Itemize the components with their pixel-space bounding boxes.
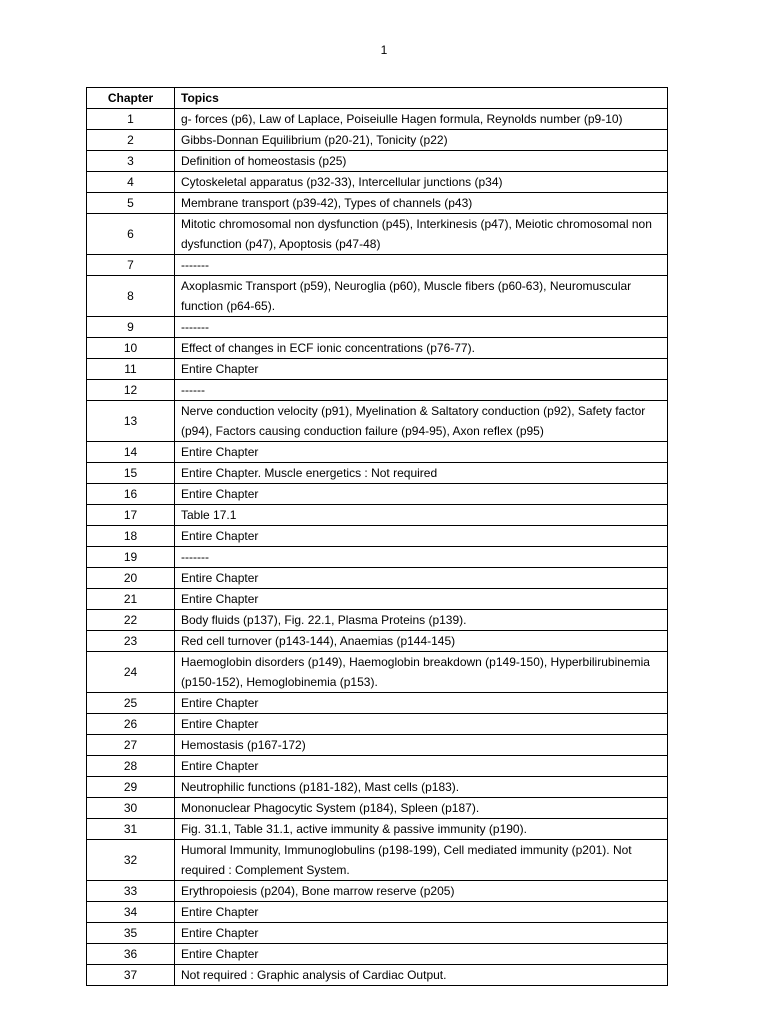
table-row (87, 693, 668, 714)
topics-cell: Not required : Graphic analysis of Cardiac Output. (175, 965, 668, 986)
topics-cell: Entire Chapter. Muscle energetics : Not required (175, 463, 668, 484)
topics-cell: ------- (175, 547, 668, 568)
table-row (87, 463, 668, 484)
topics-cell: Hemostasis (p167-172) (175, 735, 668, 756)
table-row (87, 380, 668, 401)
chapter-number-cell: 31 (87, 819, 175, 840)
table-row (87, 193, 668, 214)
chapter-number-cell: 26 (87, 714, 175, 735)
table-row (87, 505, 668, 526)
chapter-number-cell: 10 (87, 338, 175, 359)
topics-cell: Nerve conduction velocity (p91), Myelination & Saltatory conduction (p92), Safety factor (p94), Factors causing conduction failure (p94-95), Axon reflex (p95) (175, 401, 668, 442)
table-row (87, 151, 668, 172)
topics-cell: Entire Chapter (175, 526, 668, 547)
table-row (87, 338, 668, 359)
topics-cell: Table 17.1 (175, 505, 668, 526)
chapter-number-cell: 16 (87, 484, 175, 505)
chapter-number-cell: 17 (87, 505, 175, 526)
chapter-number-cell: 14 (87, 442, 175, 463)
chapter-number-cell: 33 (87, 881, 175, 902)
topics-cell: Entire Chapter (175, 944, 668, 965)
chapter-number-cell: 30 (87, 798, 175, 819)
chapter-number-cell: 15 (87, 463, 175, 484)
table-row (87, 840, 668, 881)
table-row (87, 214, 668, 255)
topics-cell: Entire Chapter (175, 359, 668, 380)
topics-cell: Entire Chapter (175, 714, 668, 735)
table-row (87, 735, 668, 756)
topics-cell: Entire Chapter (175, 923, 668, 944)
table-row (87, 756, 668, 777)
topics-cell: Haemoglobin disorders (p149), Haemoglobin breakdown (p149-150), Hyperbilirubinemia (p150-152), Hemoglobinemia (p153). (175, 652, 668, 693)
table-row (87, 130, 668, 151)
topics-cell: Entire Chapter (175, 484, 668, 505)
syllabus-table (86, 87, 668, 986)
table-row (87, 819, 668, 840)
chapter-number-cell: 37 (87, 965, 175, 986)
chapter-number-cell: 32 (87, 840, 175, 881)
chapter-number-cell: 7 (87, 255, 175, 276)
table-row (87, 944, 668, 965)
table-row (87, 547, 668, 568)
table-row (87, 526, 668, 547)
topics-cell: Cytoskeletal apparatus (p32-33), Intercellular junctions (p34) (175, 172, 668, 193)
table-row (87, 359, 668, 380)
topics-cell: ------ (175, 380, 668, 401)
table-row (87, 276, 668, 317)
chapter-number-cell: 8 (87, 276, 175, 317)
chapter-number-cell: 6 (87, 214, 175, 255)
topics-cell: Erythropoiesis (p204), Bone marrow reserve (p205) (175, 881, 668, 902)
table-row (87, 631, 668, 652)
chapter-number-cell: 1 (87, 109, 175, 130)
table-header-row (87, 88, 668, 109)
topics-cell: ------- (175, 255, 668, 276)
table-row (87, 881, 668, 902)
chapter-number-cell: 20 (87, 568, 175, 589)
chapter-number-cell: 24 (87, 652, 175, 693)
topics-cell: Humoral Immunity, Immunoglobulins (p198-199), Cell mediated immunity (p201). Not required : Complement System. (175, 840, 668, 881)
chapter-number-cell: 27 (87, 735, 175, 756)
table-row (87, 172, 668, 193)
chapter-number-cell: 28 (87, 756, 175, 777)
chapter-number-cell: 2 (87, 130, 175, 151)
topics-cell: Entire Chapter (175, 902, 668, 923)
chapter-number-cell: 34 (87, 902, 175, 923)
table-row (87, 442, 668, 463)
topics-cell: Mitotic chromosomal non dysfunction (p45), Interkinesis (p47), Meiotic chromosomal non dysfunction (p47), Apoptosis (p47-48) (175, 214, 668, 255)
table-row (87, 109, 668, 130)
table-row (87, 255, 668, 276)
topics-cell: Membrane transport (p39-42), Types of channels (p43) (175, 193, 668, 214)
chapter-number-cell: 12 (87, 380, 175, 401)
topics-cell: Entire Chapter (175, 756, 668, 777)
topics-cell: g- forces (p6), Law of Laplace, Poiseiulle Hagen formula, Reynolds number (p9-10) (175, 109, 668, 130)
chapter-number-cell: 9 (87, 317, 175, 338)
table-row (87, 923, 668, 944)
table-row (87, 610, 668, 631)
table-row (87, 401, 668, 442)
table-row (87, 798, 668, 819)
table-row (87, 568, 668, 589)
topics-cell: Neutrophilic functions (p181-182), Mast cells (p183). (175, 777, 668, 798)
topics-cell: Effect of changes in ECF ionic concentrations (p76-77). (175, 338, 668, 359)
topics-cell: ------- (175, 317, 668, 338)
table-row (87, 965, 668, 986)
topics-cell: Entire Chapter (175, 589, 668, 610)
chapter-number-cell: 35 (87, 923, 175, 944)
table-row (87, 777, 668, 798)
chapter-column-header: Chapter (87, 88, 175, 109)
chapter-number-cell: 21 (87, 589, 175, 610)
table-row (87, 652, 668, 693)
table-row (87, 317, 668, 338)
chapter-number-cell: 36 (87, 944, 175, 965)
topics-cell: Fig. 31.1, Table 31.1, active immunity & passive immunity (p190). (175, 819, 668, 840)
chapter-number-cell: 25 (87, 693, 175, 714)
chapter-number-cell: 13 (87, 401, 175, 442)
table-row (87, 902, 668, 923)
table-body (87, 109, 668, 986)
table-row (87, 714, 668, 735)
table-row (87, 589, 668, 610)
topics-cell: Red cell turnover (p143-144), Anaemias (p144-145) (175, 631, 668, 652)
topics-cell: Gibbs-Donnan Equilibrium (p20-21), Tonicity (p22) (175, 130, 668, 151)
chapter-number-cell: 11 (87, 359, 175, 380)
chapter-number-cell: 3 (87, 151, 175, 172)
topics-cell: Entire Chapter (175, 568, 668, 589)
table-row (87, 484, 668, 505)
topics-cell: Entire Chapter (175, 693, 668, 714)
page-number: 1 (380, 43, 388, 57)
topics-cell: Mononuclear Phagocytic System (p184), Spleen (p187). (175, 798, 668, 819)
topics-cell: Body fluids (p137), Fig. 22.1, Plasma Proteins (p139). (175, 610, 668, 631)
chapter-number-cell: 5 (87, 193, 175, 214)
chapter-number-cell: 19 (87, 547, 175, 568)
topics-column-header: Topics (175, 88, 668, 109)
topics-cell: Entire Chapter (175, 442, 668, 463)
chapter-number-cell: 29 (87, 777, 175, 798)
topics-cell: Axoplasmic Transport (p59), Neuroglia (p60), Muscle fibers (p60-63), Neuromuscular function (p64-65). (175, 276, 668, 317)
chapter-number-cell: 22 (87, 610, 175, 631)
chapter-number-cell: 23 (87, 631, 175, 652)
topics-cell: Definition of homeostasis (p25) (175, 151, 668, 172)
chapter-number-cell: 4 (87, 172, 175, 193)
chapter-number-cell: 18 (87, 526, 175, 547)
